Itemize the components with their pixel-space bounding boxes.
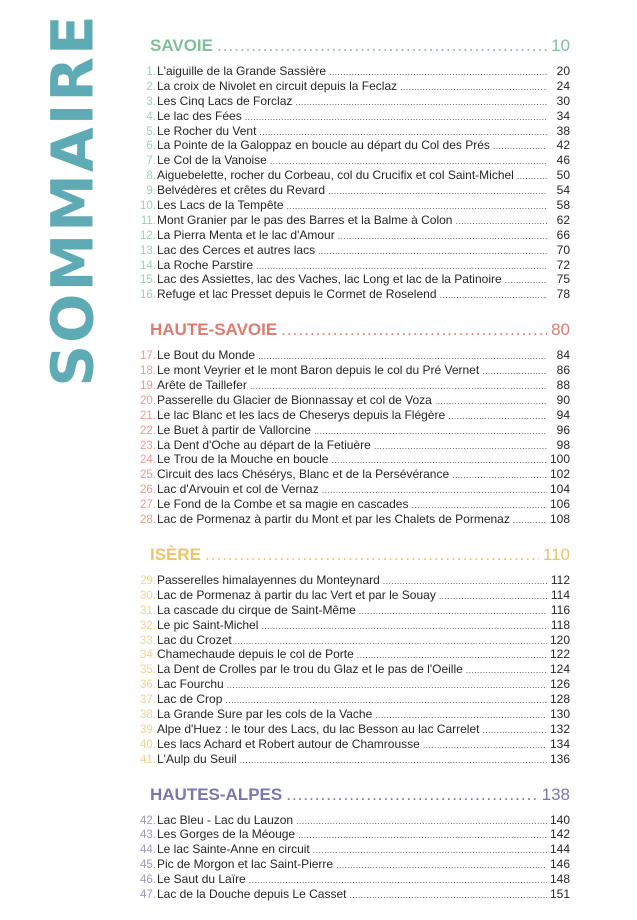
toc-section — [138, 545, 570, 767]
dot-leader — [217, 36, 547, 56]
dot-leader — [329, 65, 547, 80]
dot-leader — [359, 604, 547, 619]
dot-leader — [383, 574, 547, 589]
entry-number: 31. — [140, 604, 156, 617]
entry-page: 34 — [556, 108, 570, 123]
entry-number: 33. — [140, 634, 156, 647]
toc-entry[interactable] — [138, 497, 570, 512]
section-page: 80 — [551, 320, 570, 340]
dot-leader — [455, 214, 547, 229]
entry-title: Passerelle du Glacier de Bionnassay et col de Voza — [157, 392, 432, 407]
dot-leader — [482, 723, 547, 738]
dot-leader — [313, 843, 547, 858]
dot-leader — [259, 125, 547, 140]
dot-leader — [482, 364, 547, 379]
dot-leader — [205, 545, 539, 565]
entry-title: Le Col de la Vanoise — [157, 153, 267, 168]
dot-leader — [517, 169, 547, 184]
entry-title: Passerelles himalayennes du Monteynard — [157, 572, 380, 587]
toc-entry[interactable] — [138, 588, 570, 603]
dot-leader — [256, 259, 547, 274]
dot-leader — [287, 199, 547, 214]
entry-number: 27. — [140, 499, 156, 512]
entry-page: 38 — [556, 123, 570, 138]
dot-leader — [435, 394, 547, 409]
dot-leader — [466, 663, 547, 678]
entry-title: Le Saut du Laïre — [157, 872, 246, 887]
entry-number: 36. — [140, 679, 156, 692]
entry-title: Lac des Assiettes, lac des Vaches, lac Long et lac de la Patinoire — [157, 272, 502, 287]
dot-leader — [336, 858, 547, 873]
entry-number: 22. — [140, 424, 156, 437]
entry-title: Lac du Crozet — [157, 632, 232, 647]
toc-entry[interactable] — [138, 752, 570, 767]
entry-page: 116 — [550, 602, 570, 617]
section-heading[interactable] — [150, 785, 570, 811]
entry-number: 30. — [140, 589, 156, 602]
entry-number: 13. — [140, 244, 156, 257]
dot-leader — [225, 693, 547, 708]
dot-leader — [349, 888, 547, 903]
entry-number: 20. — [140, 394, 156, 407]
dot-leader — [423, 738, 547, 753]
entry-page: 98 — [556, 437, 570, 452]
entry-title: Le Fond de la Combe et sa magie en cascades — [157, 497, 409, 512]
entry-title: Les lacs Achard et Robert autour de Chamrousse — [157, 736, 420, 751]
table-of-contents — [138, 36, 570, 920]
entry-number: 37. — [140, 694, 156, 707]
entry-number: 8. — [146, 170, 156, 183]
entry-number: 38. — [140, 708, 156, 721]
toc-entry[interactable] — [138, 258, 570, 273]
entry-number: 41. — [140, 753, 156, 766]
section-page: 138 — [541, 784, 570, 804]
entry-number: 16. — [140, 289, 156, 302]
entry-page: 104 — [549, 482, 570, 497]
dot-leader — [338, 229, 547, 244]
entry-title: Lac de Crop — [157, 692, 223, 707]
dot-leader — [493, 139, 547, 154]
entry-page: 140 — [549, 812, 570, 827]
toc-entry[interactable] — [138, 79, 570, 94]
entry-list — [138, 348, 570, 527]
entry-title: Lac Fourchu — [157, 677, 224, 692]
entry-page: 120 — [549, 632, 570, 647]
toc-entry[interactable] — [138, 124, 570, 139]
entry-title: Les Cinq Lacs de Forclaz — [157, 93, 293, 108]
entry-number: 21. — [140, 409, 156, 422]
entry-title: Lac Bleu - Lac du Lauzon — [157, 812, 294, 827]
dot-leader — [374, 439, 547, 454]
toc-entry[interactable] — [138, 348, 570, 363]
entry-title: L'Aulp du Seuil — [157, 751, 237, 766]
entry-title: Refuge et lac Presset depuis le Cormet de Roselend — [157, 287, 437, 302]
page-title: SOMMAIRE — [39, 13, 108, 387]
entry-page: 75 — [556, 272, 570, 287]
toc-entry[interactable] — [138, 168, 570, 183]
entry-title: Le lac Sainte-Anne en circuit — [157, 842, 310, 857]
dot-leader — [448, 409, 547, 424]
entry-title: Le Buet à partir de Vallorcine — [157, 422, 311, 437]
entry-page: 118 — [550, 617, 570, 632]
entry-list — [138, 64, 570, 302]
toc-entry[interactable] — [138, 872, 570, 887]
toc-entry[interactable] — [138, 842, 570, 857]
entry-number: 28. — [140, 514, 156, 527]
entry-title: Alpe d'Huez : le tour des Lacs, du lac Besson au lac Carrelet — [157, 721, 480, 736]
toc-entry[interactable] — [138, 677, 570, 692]
entry-page: 62 — [556, 212, 570, 227]
entry-number: 47. — [140, 888, 156, 901]
toc-entry[interactable] — [138, 692, 570, 707]
entry-page: 84 — [556, 348, 570, 363]
entry-page: 128 — [549, 692, 570, 707]
toc-entry[interactable] — [138, 423, 570, 438]
toc-entry[interactable] — [138, 153, 570, 168]
entry-page: 112 — [550, 572, 570, 587]
entry-title: Le pic Saint-Michel — [157, 617, 259, 632]
entry-page: 126 — [549, 677, 570, 692]
toc-entry[interactable] — [138, 813, 570, 828]
entry-title: Lac des Cerces et autres lacs — [157, 242, 316, 257]
toc-entry[interactable] — [138, 573, 570, 588]
entry-number: 18. — [140, 365, 156, 378]
entry-title: Le Trou de la Mouche en boucle — [157, 452, 329, 467]
entry-title: Pic de Morgon et lac Saint-Pierre — [157, 857, 334, 872]
entry-title: La Pointe de la Galoppaz en boucle au départ du Col des Prés — [157, 138, 490, 153]
entry-number: 32. — [140, 619, 156, 632]
section-name: ISÈRE — [150, 544, 202, 564]
toc-entry[interactable] — [138, 647, 570, 662]
entry-title: Le lac Blanc et les lacs de Cheserys depuis la Flégère — [157, 407, 446, 422]
entry-number: 1. — [146, 66, 156, 78]
entry-page: 42 — [556, 138, 570, 153]
toc-section — [138, 320, 570, 527]
entry-page: 102 — [549, 467, 570, 482]
entry-page: 132 — [549, 721, 570, 736]
entry-page: 24 — [556, 78, 570, 93]
entry-number: 29. — [140, 574, 156, 587]
dot-leader — [328, 184, 547, 199]
dot-leader — [298, 828, 547, 843]
entry-title: Lac de Pormenaz à partir du Mont et par les Chalets de Pormenaz — [157, 512, 510, 527]
entry-page: 96 — [556, 422, 570, 437]
section-name: SAVOIE — [150, 36, 213, 55]
dot-leader — [295, 95, 547, 110]
entry-page: 122 — [549, 647, 570, 662]
toc-entry[interactable] — [138, 662, 570, 677]
entry-number: 6. — [146, 140, 156, 153]
entry-number: 3. — [146, 95, 156, 108]
toc-entry[interactable] — [138, 722, 570, 737]
dot-leader — [331, 453, 547, 468]
entry-page: 54 — [556, 183, 570, 198]
dot-leader — [270, 154, 547, 169]
entry-title: Mont Granier par le pas des Barres et la Balme à Colon — [157, 212, 453, 227]
toc-section — [138, 785, 570, 902]
dot-leader — [375, 708, 547, 723]
toc-entry[interactable] — [138, 363, 570, 378]
entry-number: 15. — [140, 274, 156, 287]
entry-page: 134 — [549, 736, 570, 751]
entry-page: 86 — [556, 363, 570, 378]
entry-title: Le lac des Fées — [157, 108, 242, 123]
entry-number: 40. — [140, 738, 156, 751]
entry-number: 4. — [146, 110, 156, 123]
entry-number: 10. — [140, 200, 156, 213]
section-name: HAUTE-SAVOIE — [150, 320, 278, 340]
section-page: 110 — [542, 544, 570, 564]
section-heading[interactable] — [150, 545, 570, 571]
toc-entry[interactable] — [138, 378, 570, 393]
entry-title: La cascade du cirque de Saint-Même — [157, 602, 356, 617]
dot-leader — [452, 468, 547, 483]
toc-entry[interactable] — [138, 287, 570, 302]
entry-title: Belvédères et crêtes du Revard — [157, 183, 326, 198]
page-title-vertical — [39, 13, 108, 387]
section-page: 10 — [551, 36, 570, 55]
entry-title: La Pierra Menta et le lac d'Amour — [157, 227, 335, 242]
entry-number: 23. — [140, 439, 156, 452]
entry-number: 12. — [140, 229, 156, 242]
entry-title: La croix de Nivolet en circuit depuis la Feclaz — [157, 78, 398, 93]
entry-title: La Grande Sure par les cols de la Vache — [157, 706, 373, 721]
entry-number: 45. — [140, 859, 156, 872]
entry-page: 151 — [549, 886, 570, 901]
toc-entry[interactable] — [138, 408, 570, 423]
entry-page: 130 — [549, 706, 570, 721]
entry-number: 14. — [140, 259, 156, 272]
dot-leader — [322, 483, 547, 498]
section-name: HAUTES-ALPES — [150, 784, 283, 804]
entry-page: 144 — [549, 842, 570, 857]
entry-title: Lac de Pormenaz à partir du lac Vert et par le Souay — [157, 587, 436, 602]
dot-leader — [245, 110, 547, 125]
entry-number: 24. — [140, 454, 156, 467]
toc-entry[interactable] — [138, 482, 570, 497]
entry-number: 7. — [146, 155, 156, 168]
entry-title: Lac de la Douche depuis Le Casset — [157, 886, 347, 901]
toc-entry[interactable] — [138, 438, 570, 453]
toc-entry[interactable] — [138, 603, 570, 618]
entry-page: 142 — [549, 827, 570, 842]
toc-entry[interactable] — [138, 467, 570, 482]
toc-entry[interactable] — [138, 707, 570, 722]
dot-leader — [286, 785, 537, 805]
toc-entry[interactable] — [138, 618, 570, 633]
entry-number: 46. — [140, 874, 156, 887]
entry-page: 124 — [549, 662, 570, 677]
dot-leader — [411, 498, 546, 513]
entry-list — [138, 813, 570, 902]
entry-number: 17. — [140, 350, 156, 363]
toc-entry[interactable] — [138, 272, 570, 287]
dot-leader — [258, 349, 547, 364]
entry-page: 114 — [550, 587, 570, 602]
dot-leader — [440, 288, 548, 303]
entry-page: 58 — [556, 198, 570, 213]
dot-leader — [250, 379, 547, 394]
entry-number: 25. — [140, 469, 156, 482]
dot-leader — [400, 80, 547, 95]
entry-number: 19. — [140, 380, 156, 393]
entry-title: Le Rocher du Vent — [157, 123, 257, 138]
entry-page: 46 — [556, 153, 570, 168]
entry-page: 72 — [556, 257, 570, 272]
toc-entry[interactable] — [138, 64, 570, 79]
entry-page: 108 — [549, 512, 570, 527]
dot-leader — [227, 678, 547, 693]
entry-title: La Roche Parstire — [157, 257, 254, 272]
entry-title: La Dent de Crolles par le trou du Glaz et le pas de l'Oeille — [157, 662, 463, 677]
dot-leader — [296, 814, 547, 829]
toc-entry[interactable] — [138, 198, 570, 213]
entry-number: 2. — [146, 80, 156, 93]
entry-list — [138, 573, 570, 767]
entry-number: 42. — [140, 814, 156, 827]
entry-number: 9. — [146, 185, 156, 198]
entry-page: 88 — [556, 378, 570, 393]
toc-entry[interactable] — [138, 393, 570, 408]
toc-entry[interactable] — [138, 857, 570, 872]
dot-leader — [261, 619, 547, 634]
section-heading[interactable] — [150, 320, 570, 346]
dot-leader — [281, 320, 547, 340]
entry-page: 100 — [549, 452, 570, 467]
entry-title: Les Gorges de la Méouge — [157, 827, 296, 842]
entry-number: 11. — [140, 214, 156, 227]
section-heading[interactable] — [150, 36, 570, 62]
entry-page: 146 — [549, 857, 570, 872]
dot-leader — [249, 873, 547, 888]
entry-page: 20 — [556, 64, 570, 78]
dot-leader — [439, 589, 547, 604]
entry-page: 106 — [549, 497, 570, 512]
entry-page: 66 — [556, 227, 570, 242]
toc-entry[interactable] — [138, 228, 570, 243]
entry-page: 136 — [549, 751, 570, 766]
dot-leader — [505, 273, 547, 288]
entry-page: 90 — [556, 392, 570, 407]
entry-page: 78 — [556, 287, 570, 302]
toc-entry[interactable] — [138, 138, 570, 153]
entry-page: 70 — [556, 242, 570, 257]
entry-number: 44. — [140, 844, 156, 857]
entry-page: 30 — [556, 93, 570, 108]
entry-title: L'aiguille de la Grande Sassière — [157, 64, 327, 78]
entry-title: Chamechaude depuis le col de Porte — [157, 647, 354, 662]
toc-entry[interactable] — [138, 109, 570, 124]
dot-leader — [235, 634, 547, 649]
toc-section — [138, 36, 570, 302]
toc-entry[interactable] — [138, 243, 570, 258]
entry-page: 94 — [556, 407, 570, 422]
toc-entry[interactable] — [138, 213, 570, 228]
entry-page: 148 — [549, 872, 570, 887]
dot-leader — [314, 424, 547, 439]
entry-number: 26. — [140, 484, 156, 497]
entry-title: Lac d'Arvouin et col de Vernaz — [157, 482, 319, 497]
toc-entry[interactable] — [138, 94, 570, 109]
entry-title: Le Bout du Monde — [157, 348, 256, 363]
entry-page: 50 — [556, 168, 570, 183]
toc-entry[interactable] — [138, 512, 570, 527]
dot-leader — [318, 244, 547, 259]
entry-title: Le mont Veyrier et le mont Baron depuis le col du Pré Vernet — [157, 363, 480, 378]
toc-entry[interactable] — [138, 452, 570, 467]
entry-title: Arête de Taillefer — [157, 378, 247, 393]
dot-leader — [240, 753, 547, 768]
dot-leader — [513, 513, 547, 528]
dot-leader — [357, 648, 547, 663]
toc-entry[interactable] — [138, 633, 570, 648]
entry-number: 39. — [140, 723, 156, 736]
entry-number: 34. — [140, 649, 156, 662]
toc-entry[interactable] — [138, 183, 570, 198]
entry-title: La Dent d'Oche au départ de la Fetiuère — [157, 437, 371, 452]
toc-entry[interactable] — [138, 737, 570, 752]
entry-title: Les Lacs de la Tempête — [157, 198, 284, 213]
entry-title: Circuit des lacs Chésérys, Blanc et de la Persévérance — [157, 467, 450, 482]
entry-title: Aiguebelette, rocher du Corbeau, col du Crucifix et col Saint-Michel — [157, 168, 514, 183]
toc-entry[interactable] — [138, 827, 570, 842]
entry-number: 5. — [146, 125, 156, 138]
entry-number: 43. — [140, 829, 156, 842]
entry-number: 35. — [140, 664, 156, 677]
